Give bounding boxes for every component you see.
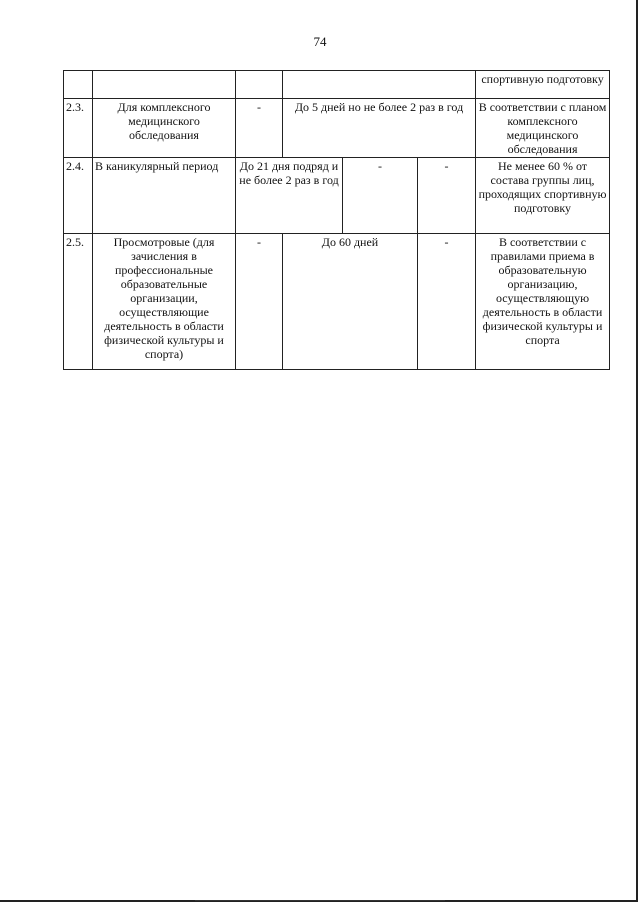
row-number: 2.3.	[64, 99, 93, 158]
table-row	[64, 71, 610, 99]
bottom-rule	[195, 900, 445, 901]
table-row	[64, 158, 610, 234]
row-note: В соответствии с планом комплексного медицинского обследования	[476, 99, 610, 158]
row-number	[64, 71, 93, 99]
page-number: 74	[313, 34, 327, 49]
row-col4	[283, 71, 476, 99]
row-number: 2.4.	[64, 158, 93, 234]
row-name: В каникулярный период	[93, 158, 236, 234]
row-name: Просмотровые (для зачисления в профессиональные образовательные организации, осуществляющие деятельность в области физической культуры и спорта)	[93, 234, 236, 370]
row-col4: -	[343, 158, 418, 234]
row-span-text: До 5 дней но не более 2 раз в год	[283, 99, 476, 158]
row-note: спортивную подготовку	[476, 71, 610, 99]
row-col3: -	[236, 234, 283, 370]
row-note: Не менее 60 % от состава группы лиц, проходящих спортивную подготовку	[476, 158, 610, 234]
row-col3: -	[236, 99, 283, 158]
row-note: В соответствии с правилами приема в образовательную организацию, осуществляющую деятельность в области физической культуры и спорта	[476, 234, 610, 370]
row-col5: -	[418, 158, 476, 234]
table-row	[64, 234, 610, 370]
table-row	[64, 99, 610, 158]
row-number: 2.5.	[64, 234, 93, 370]
row-name: Для комплексного медицинского обследования	[93, 99, 236, 158]
row-span-text: До 60 дней	[283, 234, 418, 370]
data-table	[63, 70, 610, 370]
row-col3: До 21 дня подряд и не более 2 раз в год	[236, 158, 343, 234]
row-col5: -	[418, 234, 476, 370]
row-name	[93, 71, 236, 99]
row-col3	[236, 71, 283, 99]
